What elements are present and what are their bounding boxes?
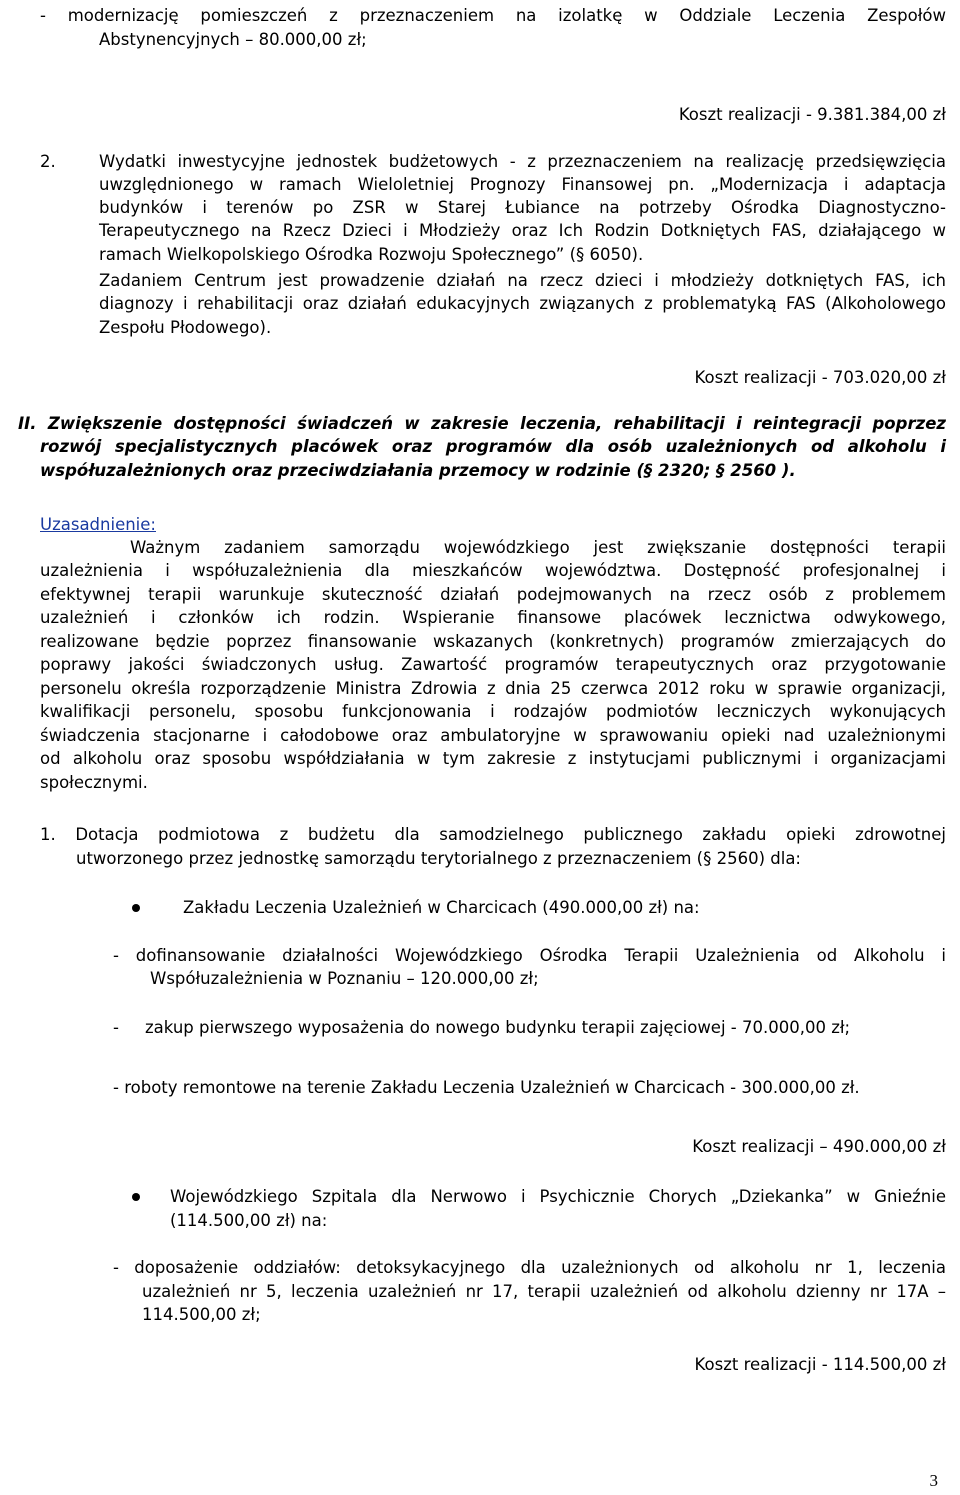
item-2-line-2: uwzględnionego w ramach Wieloletniej Prognozy Finansowej pn. „Modernizacja i adaptacja: [99, 175, 946, 194]
justification-line: Ważnym zadaniem samorządu wojewódzkiego jest zwiększanie dostępności terapii: [130, 538, 946, 557]
cost-realization-2: Koszt realizacji - 703.020,00 zł: [694, 368, 946, 387]
item-2-number: 2.: [40, 152, 56, 171]
bullet-1-text: Zakładu Leczenia Uzależnień w Charcicach (490.000,00 zł) na:: [183, 898, 700, 917]
justification-line: efektywnej terapii warunkuje skuteczność działań podejmowanych na rzecz osób z problemem: [40, 585, 946, 604]
top-item-line-1: - modernizację pomieszczeń z przeznaczeniem na izolatkę w Oddziale Leczenia Zespołów: [40, 6, 946, 25]
item-2-desc-3: Zespołu Płodowego).: [99, 318, 272, 337]
sub-item-3-text: - roboty remontowe na terenie Zakładu Leczenia Uzależnień w Charcicach - 300.000,00 zł.: [113, 1078, 860, 1097]
justification-line: realizowane będzie poprzez finansowanie wskazanych (konkretnych) programów zmierzających do: [40, 632, 946, 651]
justification-label: Uzasadnienie:: [40, 515, 156, 534]
item-2-line-5: ramach Wielkopolskiego Ośrodka Rozwoju Społecznego” (§ 6050).: [99, 245, 644, 264]
item-2-line-3: budynków i terenów po ZSR w Starej Łubiance na potrzeby Ośrodka Diagnostyczno-: [99, 198, 946, 217]
item-1-line-1: 1. Dotacja podmiotowa z budżetu dla samodzielnego publicznego zakładu opieki zdrowotnej: [40, 825, 946, 844]
bullet-2-line-2: (114.500,00 zł) na:: [170, 1211, 328, 1230]
page-number: 3: [929, 1471, 938, 1490]
section-2-heading-line-3: współuzależnionych oraz przeciwdziałania przemocy w rodzinie (§ 2320; § 2560 ).: [40, 461, 796, 480]
justification-line: kwalifikacji personelu, sposobu funkcjonowania i rodzajów podmiotów leczniczych wykonujących: [40, 702, 946, 721]
justification-line: od alkoholu oraz sposobu współdziałania w tym zakresie z instytucjami publicznymi i organizacjami: [40, 749, 946, 768]
sub-item-2-dash: -: [113, 1018, 119, 1037]
section-2-heading-line-1: II. Zwiększenie dostępności świadczeń w zakresie leczenia, rehabilitacji i reintegracji poprzez: [18, 414, 946, 433]
cost-realization-1: Koszt realizacji - 9.381.384,00 zł: [678, 105, 946, 124]
bullet-2-line-1: Wojewódzkiego Szpitala dla Nerwowo i Psychicznie Chorych „Dziekanka” w Gnieźnie: [170, 1187, 946, 1206]
justification-line: społecznymi.: [40, 773, 148, 792]
justification-line: poprawy jakości świadczonych usług. Zawartość programów terapeutycznych oraz przygotowanie: [40, 655, 946, 674]
item-2-line-1: Wydatki inwestycyjne jednostek budżetowych - z przeznaczeniem na realizację przedsięwzięcia: [99, 152, 946, 171]
sub-item-4-line-3: 114.500,00 zł;: [142, 1305, 261, 1324]
justification-line: świadczenia stacjonarne i całodobowe oraz ambulatoryjne w sprawowaniu opieki nad uzależnionymi: [40, 726, 946, 745]
item-2-desc-1: Zadaniem Centrum jest prowadzenie działań na rzecz dzieci i młodzieży dotkniętych FAS, ich: [99, 271, 946, 290]
sub-item-4-line-1: - doposażenie oddziałów: detoksykacyjnego dla uzależnionych od alkoholu nr 1, leczenia: [113, 1258, 946, 1277]
top-item-line-2: Abstynencyjnych – 80.000,00 zł;: [99, 30, 367, 49]
bullet-point: [132, 1193, 140, 1201]
bullet-point: [132, 904, 140, 912]
cost-realization-3: Koszt realizacji – 490.000,00 zł: [692, 1137, 946, 1156]
item-2-desc-2: diagnozy i rehabilitacji oraz działań edukacyjnych związanych z problematyką FAS (Alkoholowego: [99, 294, 946, 313]
justification-line: uzależnień i członków ich rodzin. Wspieranie finansowe placówek lecznictwa odwykowego,: [40, 608, 946, 627]
sub-item-1-line-1: - dofinansowanie działalności Wojewódzkiego Ośrodka Terapii Uzależnienia od Alkoholu i: [113, 946, 946, 965]
sub-item-4-line-2: uzależnień nr 5, leczenia uzależnień nr 17, terapii uzależnień od alkoholu dzienny nr 17A –: [142, 1282, 946, 1301]
justification-line: personelu określa rozporządzenie Ministra Zdrowia z dnia 25 czerwca 2012 roku w sprawie organizacji,: [40, 679, 946, 698]
item-1-line-2: utworzonego przez jednostkę samorządu terytorialnego z przeznaczeniem (§ 2560) dla:: [76, 849, 801, 868]
item-2-line-4: Terapeutycznego na Rzecz Dzieci i Młodzieży oraz Ich Rodzin Dotkniętych FAS, działającego w: [99, 221, 946, 240]
cost-realization-4: Koszt realizacji - 114.500,00 zł: [694, 1355, 946, 1374]
sub-item-1-line-2: Współuzależnienia w Poznaniu – 120.000,00 zł;: [150, 969, 539, 988]
justification-line: uzależnienia i współuzależnienia dla mieszkańców województwa. Dostępność profesjonalnej i: [40, 561, 946, 580]
sub-item-2-text: zakup pierwszego wyposażenia do nowego budynku terapii zajęciowej - 70.000,00 zł;: [145, 1018, 851, 1037]
section-2-heading-line-2: rozwój specjalistycznych placówek oraz programów dla osób uzależnionych od alkoholu i: [40, 437, 946, 456]
